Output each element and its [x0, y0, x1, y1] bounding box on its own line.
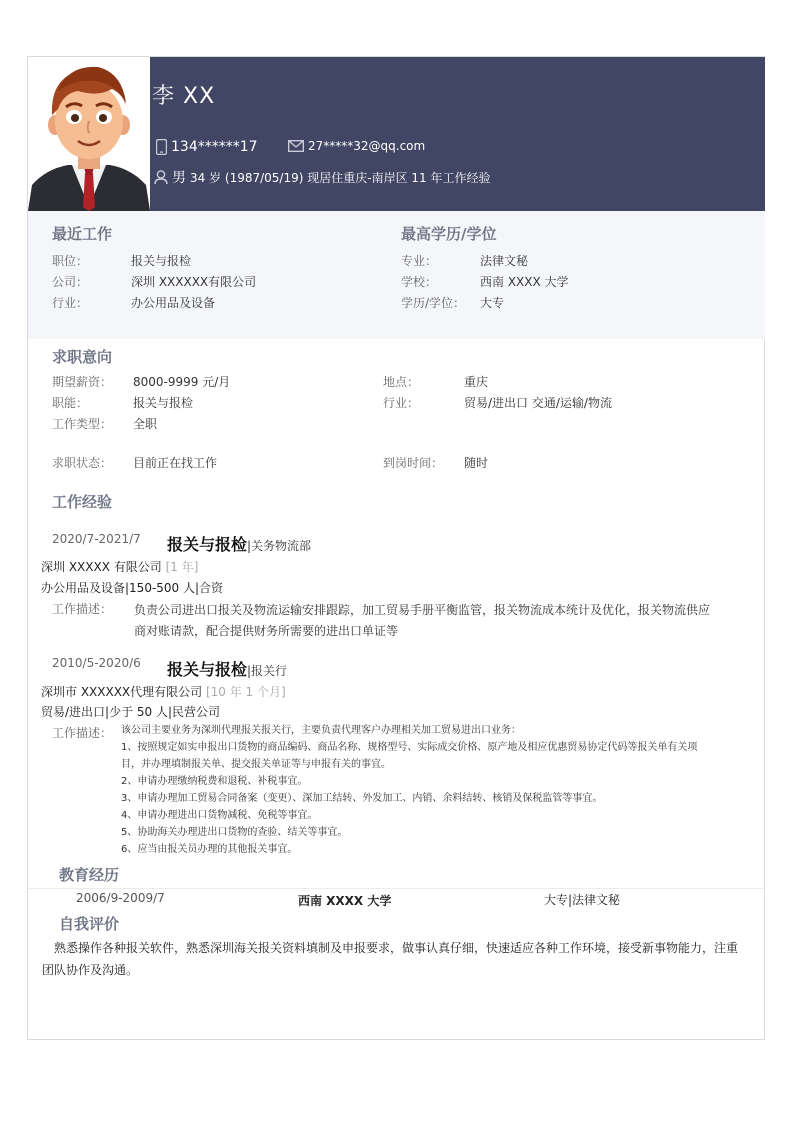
job-search-status: 求职状态： 目前正在找工作 [52, 456, 218, 470]
job-description: 工作描述： [52, 726, 113, 740]
gender: 男 [172, 170, 186, 186]
expected-location: 地点： 重庆 [383, 375, 489, 389]
job-duration: [10 年 1 个月] [205, 685, 286, 699]
mail-icon [288, 140, 304, 152]
job-date: 2010/5-2020/6 [52, 656, 141, 670]
expected-salary: 期望薪资： 8000-9999 元/月 [52, 375, 231, 389]
job-title: 报关与报检|报关行 [167, 660, 288, 679]
recent-work-title: 最近工作 [52, 225, 113, 243]
list-item: 4、申请办理进出口货物减税、免税等事宜。 [121, 810, 318, 821]
job-company: 深圳市 XXXXXX代理有限公司 [10 年 1 个月] [41, 685, 286, 699]
self-evaluation-text: 熟悉操作各种报关软件，熟悉深圳海关报关资料填制及申报要求，做事认真仔细，快速适应各种工作环境，接受新事物能力，注重团队协作及沟通。 [42, 941, 739, 977]
avatar [28, 57, 150, 211]
person-icon [154, 170, 168, 185]
resume-page [27, 56, 765, 1040]
job-intro: 该公司主要业务为深圳代理报关报关行，主要负责代理客户办理相关加工贸易进出口业务： [121, 725, 521, 736]
email-address: 27*****32@qq.com [308, 139, 426, 153]
email-contact [288, 139, 425, 153]
recent-position: 职位： 报关与报检 [52, 254, 192, 268]
education-title: 教育经历 [59, 866, 120, 884]
job-department: |关务物流部 [247, 539, 312, 553]
recent-company: 公司： 深圳 XXXXXX有限公司 [52, 275, 257, 289]
recent-industry: 行业： 办公用品及设备 [52, 296, 216, 310]
basic-info [154, 167, 490, 187]
job-duty-list [121, 722, 731, 858]
list-item: 2、申请办理缴纳税费和退税、补税事宜。 [121, 776, 308, 787]
self-evaluation-title: 自我评价 [59, 915, 120, 933]
basic-info-text: 34 岁 (1987/05/19) 现居住重庆-南岸区 11 年工作经验 [190, 170, 491, 185]
list-item: 目，并办理填制报关单、提交报关单证等与申报有关的事宜。 [121, 759, 391, 770]
major: 专业： 法律文秘 [401, 254, 529, 268]
list-item: 1、按照规定如实申报出口货物的商品编码、商品名称、规格型号、实际成交价格、原产地及相应优惠贸易协定代码等报关单有关项 [121, 742, 698, 753]
education-date: 2006/9-2009/7 [76, 891, 165, 905]
school: 学校： 西南 XXXX 大学 [401, 275, 569, 289]
top-education-title: 最高学历/学位 [401, 225, 497, 243]
work-experience-title: 工作经验 [52, 493, 113, 511]
job-title: 报关与报检|关务物流部 [167, 535, 312, 554]
job-type: 工作类型： 全职 [52, 417, 158, 431]
job-company-meta: 办公用品及设备|150-500 人|合资 [41, 581, 224, 595]
job-department: |报关行 [247, 664, 288, 678]
job-intent-title: 求职意向 [52, 348, 113, 366]
list-item: 6、应当由报关员办理的其他报关事宜。 [121, 844, 298, 855]
job-company: 深圳 XXXXX 有限公司 [1 年] [41, 560, 199, 574]
job-company-meta: 贸易/进出口|少于 50 人|民营公司 [41, 705, 221, 719]
divider [28, 888, 765, 889]
phone-contact [156, 139, 258, 155]
expected-function: 职能： 报关与报检 [52, 396, 194, 410]
job-date: 2020/7-2021/7 [52, 532, 141, 546]
job-description: 工作描述： 负责公司进出口报关及物流运输安排跟踪，加工贸易手册平衡监管，报关物流成本统计及优化，报关物流供应 商对账请款，配合提供财务所需要的进出口单证等 [52, 602, 711, 638]
degree: 学历/学位： 大专 [401, 296, 505, 310]
arrival-time: 到岗时间： 随时 [383, 456, 489, 470]
education-degree: 大专|法律文秘 [544, 893, 621, 907]
phone-icon [156, 139, 167, 155]
education-school: 西南 XXXX 大学 [298, 894, 392, 908]
candidate-name: 李 XX [152, 84, 216, 109]
list-item: 5、协助海关办理进出口货物的查验、结关等事宜。 [121, 827, 348, 838]
job-duration: [1 年] [165, 560, 199, 574]
resume-header [28, 57, 765, 211]
list-item: 3、申请办理加工贸易合同备案（变更）、深加工结转、外发加工、内销、余料结转、核销及保税监管等事宜。 [121, 793, 603, 804]
phone-number: 134******17 [171, 139, 258, 155]
expected-industry: 行业： 贸易/进出口 交通/运输/物流 [383, 396, 612, 410]
